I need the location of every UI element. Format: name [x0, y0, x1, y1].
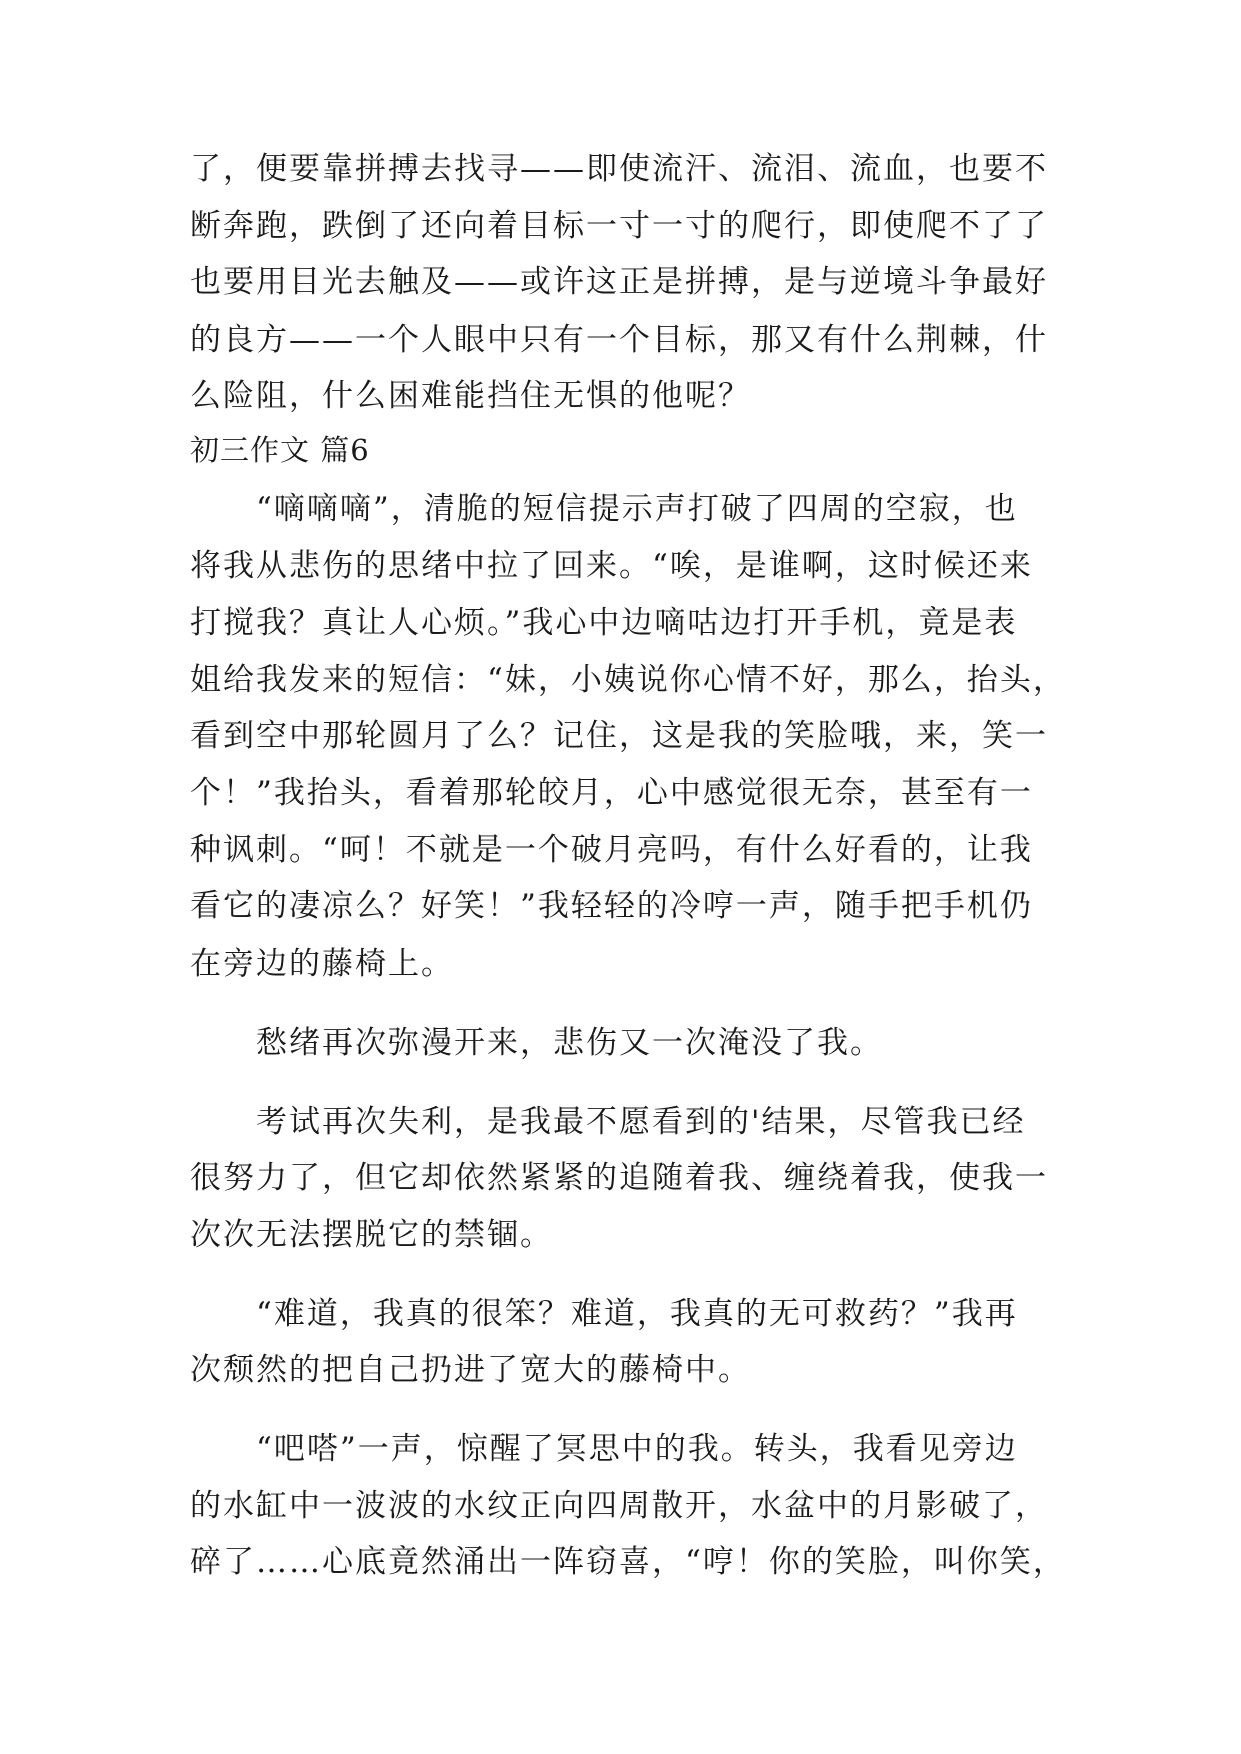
text-line: 很努力了，但它却依然紧紧的追随着我、缠绕着我，使我一: [190, 1160, 1048, 1196]
text-line: 么险阻，什么困难能挡住无惧的他呢？: [190, 378, 751, 414]
text-line: 的水缸中一波波的水纹正向四周散开，水盆中的月影破了，: [190, 1488, 1048, 1524]
text-line: 打搅我？真让人心烦。”我心中边嘀咕边打开手机，竟是表: [190, 605, 1018, 641]
text-line: 次次无法摆脱它的禁锢。: [190, 1217, 553, 1253]
text-line: 了，便要靠拼搏去找寻——即使流汗、流泪、流血，也要不: [190, 151, 1048, 187]
text-line: 看它的凄凉么？好笑！”我轻轻的冷哼一声，随手把手机仍: [190, 888, 1033, 924]
section-title: 初三作文 篇6: [190, 433, 370, 467]
text-line: 也要用目光去触及——或许这正是拼搏，是与逆境斗争最好: [190, 264, 1048, 300]
text-line: 的良方——一个人眼中只有一个目标，那又有什么荆棘，什: [190, 322, 1048, 358]
text-line: 种讽刺。“呵！不就是一个破月亮吗，有什么好看的，让我: [190, 832, 1033, 868]
text-line: 在旁边的藤椅上。: [190, 946, 454, 982]
text-line: “嘀嘀嘀”，清脆的短信提示声打破了四周的空寂，也: [190, 491, 1018, 527]
text-line: 断奔跑，跌倒了还向着目标一寸一寸的爬行，即使爬不了了: [190, 208, 1048, 244]
text-line: 姐给我发来的短信：“妹，小姨说你心情不好，那么，抬头，: [190, 662, 1066, 698]
text-line: 次颓然的把自己扔进了宽大的藤椅中。: [190, 1352, 751, 1388]
text-line: 愁绪再次弥漫开来，悲伤又一次淹没了我。: [190, 1025, 883, 1061]
text-line: 考试再次失利，是我最不愿看到的'结果，尽管我已经: [190, 1104, 1026, 1140]
text-line: 看到空中那轮圆月了么？记住，这是我的笑脸哦，来，笑一: [190, 718, 1048, 754]
text-line: 碎了……心底竟然涌出一阵窃喜，“哼！你的笑脸，叫你笑，: [190, 1544, 1066, 1580]
text-line: 个！”我抬头，看着那轮皎月，心中感觉很无奈，甚至有一: [190, 775, 1033, 811]
text-line: 将我从悲伤的思绪中拉了回来。“唉，是谁啊，这时候还来: [190, 548, 1033, 584]
text-line: “吧嗒”一声，惊醒了冥思中的我。转头，我看见旁边: [190, 1431, 1018, 1467]
text-line: “难道，我真的很笨？难道，我真的无可救药？”我再: [190, 1296, 1018, 1332]
